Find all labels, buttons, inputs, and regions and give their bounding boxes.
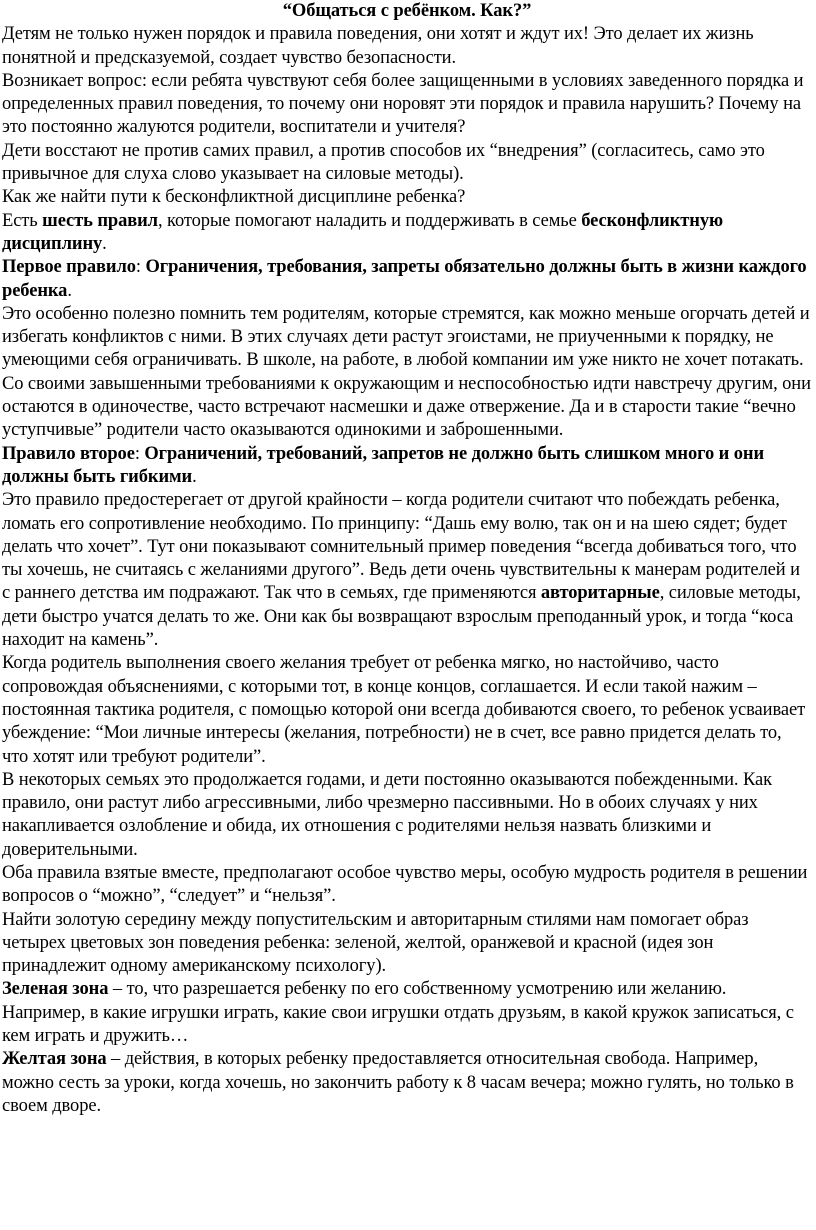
- intro-text-a: Есть: [2, 210, 43, 231]
- yellow-zone-label: Желтая зона: [2, 1049, 107, 1070]
- rule-1-separator: :: [135, 257, 146, 278]
- rule-2-body: [2, 489, 812, 652]
- intro-paragraph-5: [2, 210, 812, 257]
- six-rules-emphasis: шесть правил: [42, 210, 158, 231]
- intro-paragraph-3: Дети восстают не против самих правил, а против способов их “внедрения” (согласитесь, само это привычное для слуха слово указывает на силовые методы).: [2, 140, 765, 185]
- green-zone-paragraph: [2, 978, 812, 1048]
- yellow-zone-paragraph: [2, 1048, 812, 1118]
- both-rules-paragraph: Оба правила взятые вместе, предполагают особое чувство меры, особую мудрость родителя в решении вопросов о “можно”, “следует” и “нельзя”.: [2, 862, 808, 907]
- intro-paragraph-2: Возникает вопрос: если ребята чувствуют себя более защищенными в условиях заведенного порядка и определенных правил поведения, то почему они норовят эти порядок и правила нарушить? Почему на это постоянно жалуются родители, воспитатели и учителя?: [2, 70, 804, 138]
- rule-1-end: .: [67, 280, 72, 301]
- intro-paragraph-4: Как же найти пути к бесконфликтной дисциплине ребенка?: [2, 187, 466, 208]
- rule-2-label: Правило второе: [2, 443, 135, 464]
- rule-2-body-a: Это правило предостерегает от другой крайности – когда родители считают что побеждать ребенка, ломать его сопротивление необходимо. По принципу: “Дашь ему волю, так он и на шею сядет; будет делать что хочет”. Тут они показывают сомнительный пример поведения “всегда добиваться того, что ты хочешь, не считаясь с желаниями другого”. Ведь дети очень чувствительны к манерам родителей и с раннего детства им подражают. Так что в семьях, где применяются: [2, 490, 800, 604]
- rule-2-title: Ограничений, требований, запретов не должно быть слишком много и они должны быть гибкими: [2, 443, 764, 487]
- rule-2-body-c: , силовые методы, дети быстро учатся делать то же. Они как бы возвращают взрослым преподанный урок, и тогда “коса находит на камень”.: [2, 583, 801, 651]
- conflict-free-discipline-emphasis: бесконфликтную дисциплину: [2, 210, 724, 254]
- rule-2-paragraph-3: В некоторых семьях это продолжается годами, и дети постоянно оказываются побежденными. Как правило, они растут либо агрессивными, либо чрезмерно пассивными. Но в обоих случаях у них накапливается озлобление и обида, их отношения с родителями нельзя назвать близкими и доверительными.: [2, 769, 772, 860]
- rule-2-heading: [2, 443, 812, 490]
- green-zone-label: Зеленая зона: [2, 979, 109, 1000]
- yellow-zone-text: – действия, в которых ребенку предоставляется относительная свобода. Например, можно сесть за уроки, когда хочешь, но закончить работу к 8 часам вечера; можно гулять, но только в своем дворе.: [2, 1049, 794, 1116]
- green-zone-text: – то, что разрешается ребенку по его собственному усмотрению или желанию. Например, в какие игрушки играть, какие свои игрушки отдать друзьям, в какой кружок записаться, с кем играть и дружить…: [2, 979, 794, 1047]
- rule-2-paragraph-2: Когда родитель выполнения своего желания требует от ребенка мягко, но настойчиво, часто сопровождая объяснениями, с которыми тот, в конце концов, соглашается. И если такой нажим – постоянная тактика родителя, с помощью которой они всегда добиваются своего, то ребенок усваивает убеждение: “Мои личные интересы (желания, потребности) не в счет, все равно придется делать то, что хотят или требуют родители”.: [2, 653, 806, 767]
- zones-intro-paragraph: Найти золотую середину между попустительским и авторитарным стилями нам помогает образ четырех цветовых зон поведения ребенка: зеленой, желтой, оранжевой и красной (идея зон принадлежит одному американскому психологу).: [2, 909, 749, 977]
- rule-1-title: Ограничения, требования, запреты обязательно должны быть в жизни каждого ребенка: [2, 257, 807, 301]
- authoritarian-emphasis: авторитарные: [540, 583, 660, 604]
- rule-1-heading: [2, 256, 812, 303]
- rule-2-end: .: [192, 466, 197, 487]
- intro-text-e: .: [102, 233, 107, 254]
- intro-text-c: , которые помогают наладить и поддерживать в семье: [157, 210, 582, 231]
- intro-paragraph-1: Детям не только нужен порядок и правила поведения, они хотят и ждут их! Это делает их жизнь понятной и предсказуемой, создает чувство безопасности.: [2, 24, 754, 68]
- rule-1-label: Первое правило: [2, 257, 136, 278]
- document-title: “Общаться с ребёнком. Как?”: [282, 1, 532, 21]
- rule-2-separator: :: [134, 443, 145, 464]
- rule-1-body: Это особенно полезно помнить тем родителям, которые стремятся, как можно меньше огорчать детей и избегать конфликтов с ними. В этих случаях дети растут эгоистами, не приученными к порядку, не умеющими себя ограничивать. В школе, на работе, в любой компании им уже никто не хочет потакать. Со своими завышенными требованиями к окружающим и неспособностью идти навстречу другим, они остаются в одиночестве, часто встречают насмешки и даже отвержение. Да и в старости такие “вечно уступчивые” родители часто оказываются одинокими и заброшенными.: [2, 303, 811, 441]
